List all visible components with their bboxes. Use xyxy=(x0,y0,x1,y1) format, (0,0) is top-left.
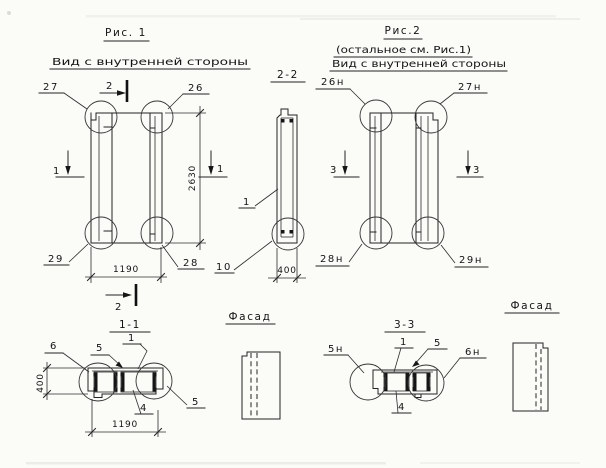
section-1-1-left-circle xyxy=(79,363,117,401)
figure1-panel-outline xyxy=(91,113,162,243)
callout-26n-label: 26н xyxy=(320,77,346,88)
figure1-subtitle: Вид с внутренней стороны xyxy=(52,57,248,68)
facade-left-shape xyxy=(242,352,280,419)
dim-400-section22-value: 400 xyxy=(277,266,297,276)
figure1-title: Рис. 1 xyxy=(105,27,147,39)
section-3-3-left-circle xyxy=(350,364,386,400)
figure1-detail-circles xyxy=(85,101,173,249)
callout-27-label: 27 xyxy=(43,82,59,93)
figure2-title: Рис.2 xyxy=(384,25,422,37)
dimension-400-section11 xyxy=(36,362,88,400)
figure2-note: (остальное см. Рис.1) xyxy=(336,45,471,56)
callout-5n xyxy=(324,344,364,373)
section-2-2-profile xyxy=(277,109,297,243)
callout-1-section22 xyxy=(239,189,278,208)
section-2-2-title: 2-2 xyxy=(277,69,299,81)
callout-1-label: 1 xyxy=(400,337,408,348)
cut-mark-2-bottom-label: 2 xyxy=(115,302,123,313)
callout-6 xyxy=(45,341,89,372)
callout-26 xyxy=(168,83,209,109)
dim-1190-fig1-value: 1190 xyxy=(112,265,140,275)
dim-2630-value: 2630 xyxy=(188,164,198,192)
section-3-3-view xyxy=(324,319,486,413)
callout-5-section33 xyxy=(412,338,447,367)
callout-28n-label: 28н xyxy=(319,254,345,265)
callout-27n xyxy=(440,82,487,104)
callout-28 xyxy=(162,245,204,269)
callout-5-right xyxy=(167,386,205,408)
cut-mark-1-right xyxy=(199,151,227,177)
callout-1-section33 xyxy=(394,337,413,372)
section-1-1-profile xyxy=(88,368,163,398)
callout-26-label: 26 xyxy=(188,83,204,94)
dimension-1190-fig1 xyxy=(85,247,167,283)
facade-right-shape xyxy=(513,343,548,411)
callout-29-label: 29 xyxy=(48,254,64,265)
facade-left-title: Фасад xyxy=(228,311,272,323)
callout-4-label: 4 xyxy=(140,403,148,414)
callout-27n-label: 27н xyxy=(457,82,483,93)
cut-mark-3-left-label: 3 xyxy=(330,165,338,176)
callout-28n xyxy=(316,244,362,266)
figure2-subtitle: Вид с внутренней стороны xyxy=(332,59,506,70)
facade-right-view xyxy=(505,300,559,411)
callout-26n xyxy=(316,77,365,104)
section-3-3-profile xyxy=(373,370,437,398)
dim-400-section11-value: 400 xyxy=(36,373,46,393)
callout-6-label: 6 xyxy=(50,341,58,352)
figure2-view xyxy=(316,25,507,267)
section-1-1-view xyxy=(36,319,205,437)
cut-mark-2-top xyxy=(100,80,127,102)
callout-1-section11 xyxy=(123,333,147,369)
callout-5n-label: 5н xyxy=(327,344,345,355)
callout-29n xyxy=(441,245,488,267)
callout-10-label: 10 xyxy=(216,262,232,273)
callout-29 xyxy=(44,244,88,265)
callout-29n-label: 29н xyxy=(458,255,484,266)
callout-5-top-label: 5 xyxy=(96,343,104,354)
cut-mark-2-bottom xyxy=(106,284,136,313)
cut-mark-2-top-label: 2 xyxy=(106,81,114,92)
facade-right-title: Фасад xyxy=(510,300,554,312)
callout-1-label: 1 xyxy=(128,333,136,344)
cut-mark-1-left-label: 1 xyxy=(53,166,61,177)
callout-27 xyxy=(39,82,87,109)
cut-mark-3-right xyxy=(457,151,483,177)
section-2-2-view xyxy=(215,69,306,283)
dimension-1190-section11 xyxy=(85,399,166,437)
dimension-2630 xyxy=(165,106,206,250)
callout-6n xyxy=(444,347,486,378)
section-3-3-title: 3-3 xyxy=(394,319,416,331)
cut-mark-1-right-label: 1 xyxy=(217,164,225,175)
cut-mark-3-right-label: 3 xyxy=(473,165,481,176)
cut-mark-3-left xyxy=(330,151,359,177)
callout-5-right-label: 5 xyxy=(192,397,200,408)
callout-5-label: 5 xyxy=(434,338,442,349)
dimension-400-section22 xyxy=(268,248,306,283)
facade-left-view xyxy=(226,311,280,419)
cut-mark-1-left xyxy=(53,151,84,177)
callout-10 xyxy=(215,241,272,273)
callout-28-label: 28 xyxy=(183,258,199,269)
callout-6n-label: 6н xyxy=(464,347,482,358)
callout-4-label: 4 xyxy=(398,402,406,413)
dim-1190-section11-value: 1190 xyxy=(111,420,139,430)
callout-5-top xyxy=(91,343,123,368)
figure2-detail-circles xyxy=(360,100,447,249)
section-1-1-title: 1-1 xyxy=(119,319,141,331)
callout-1-label: 1 xyxy=(243,197,251,208)
